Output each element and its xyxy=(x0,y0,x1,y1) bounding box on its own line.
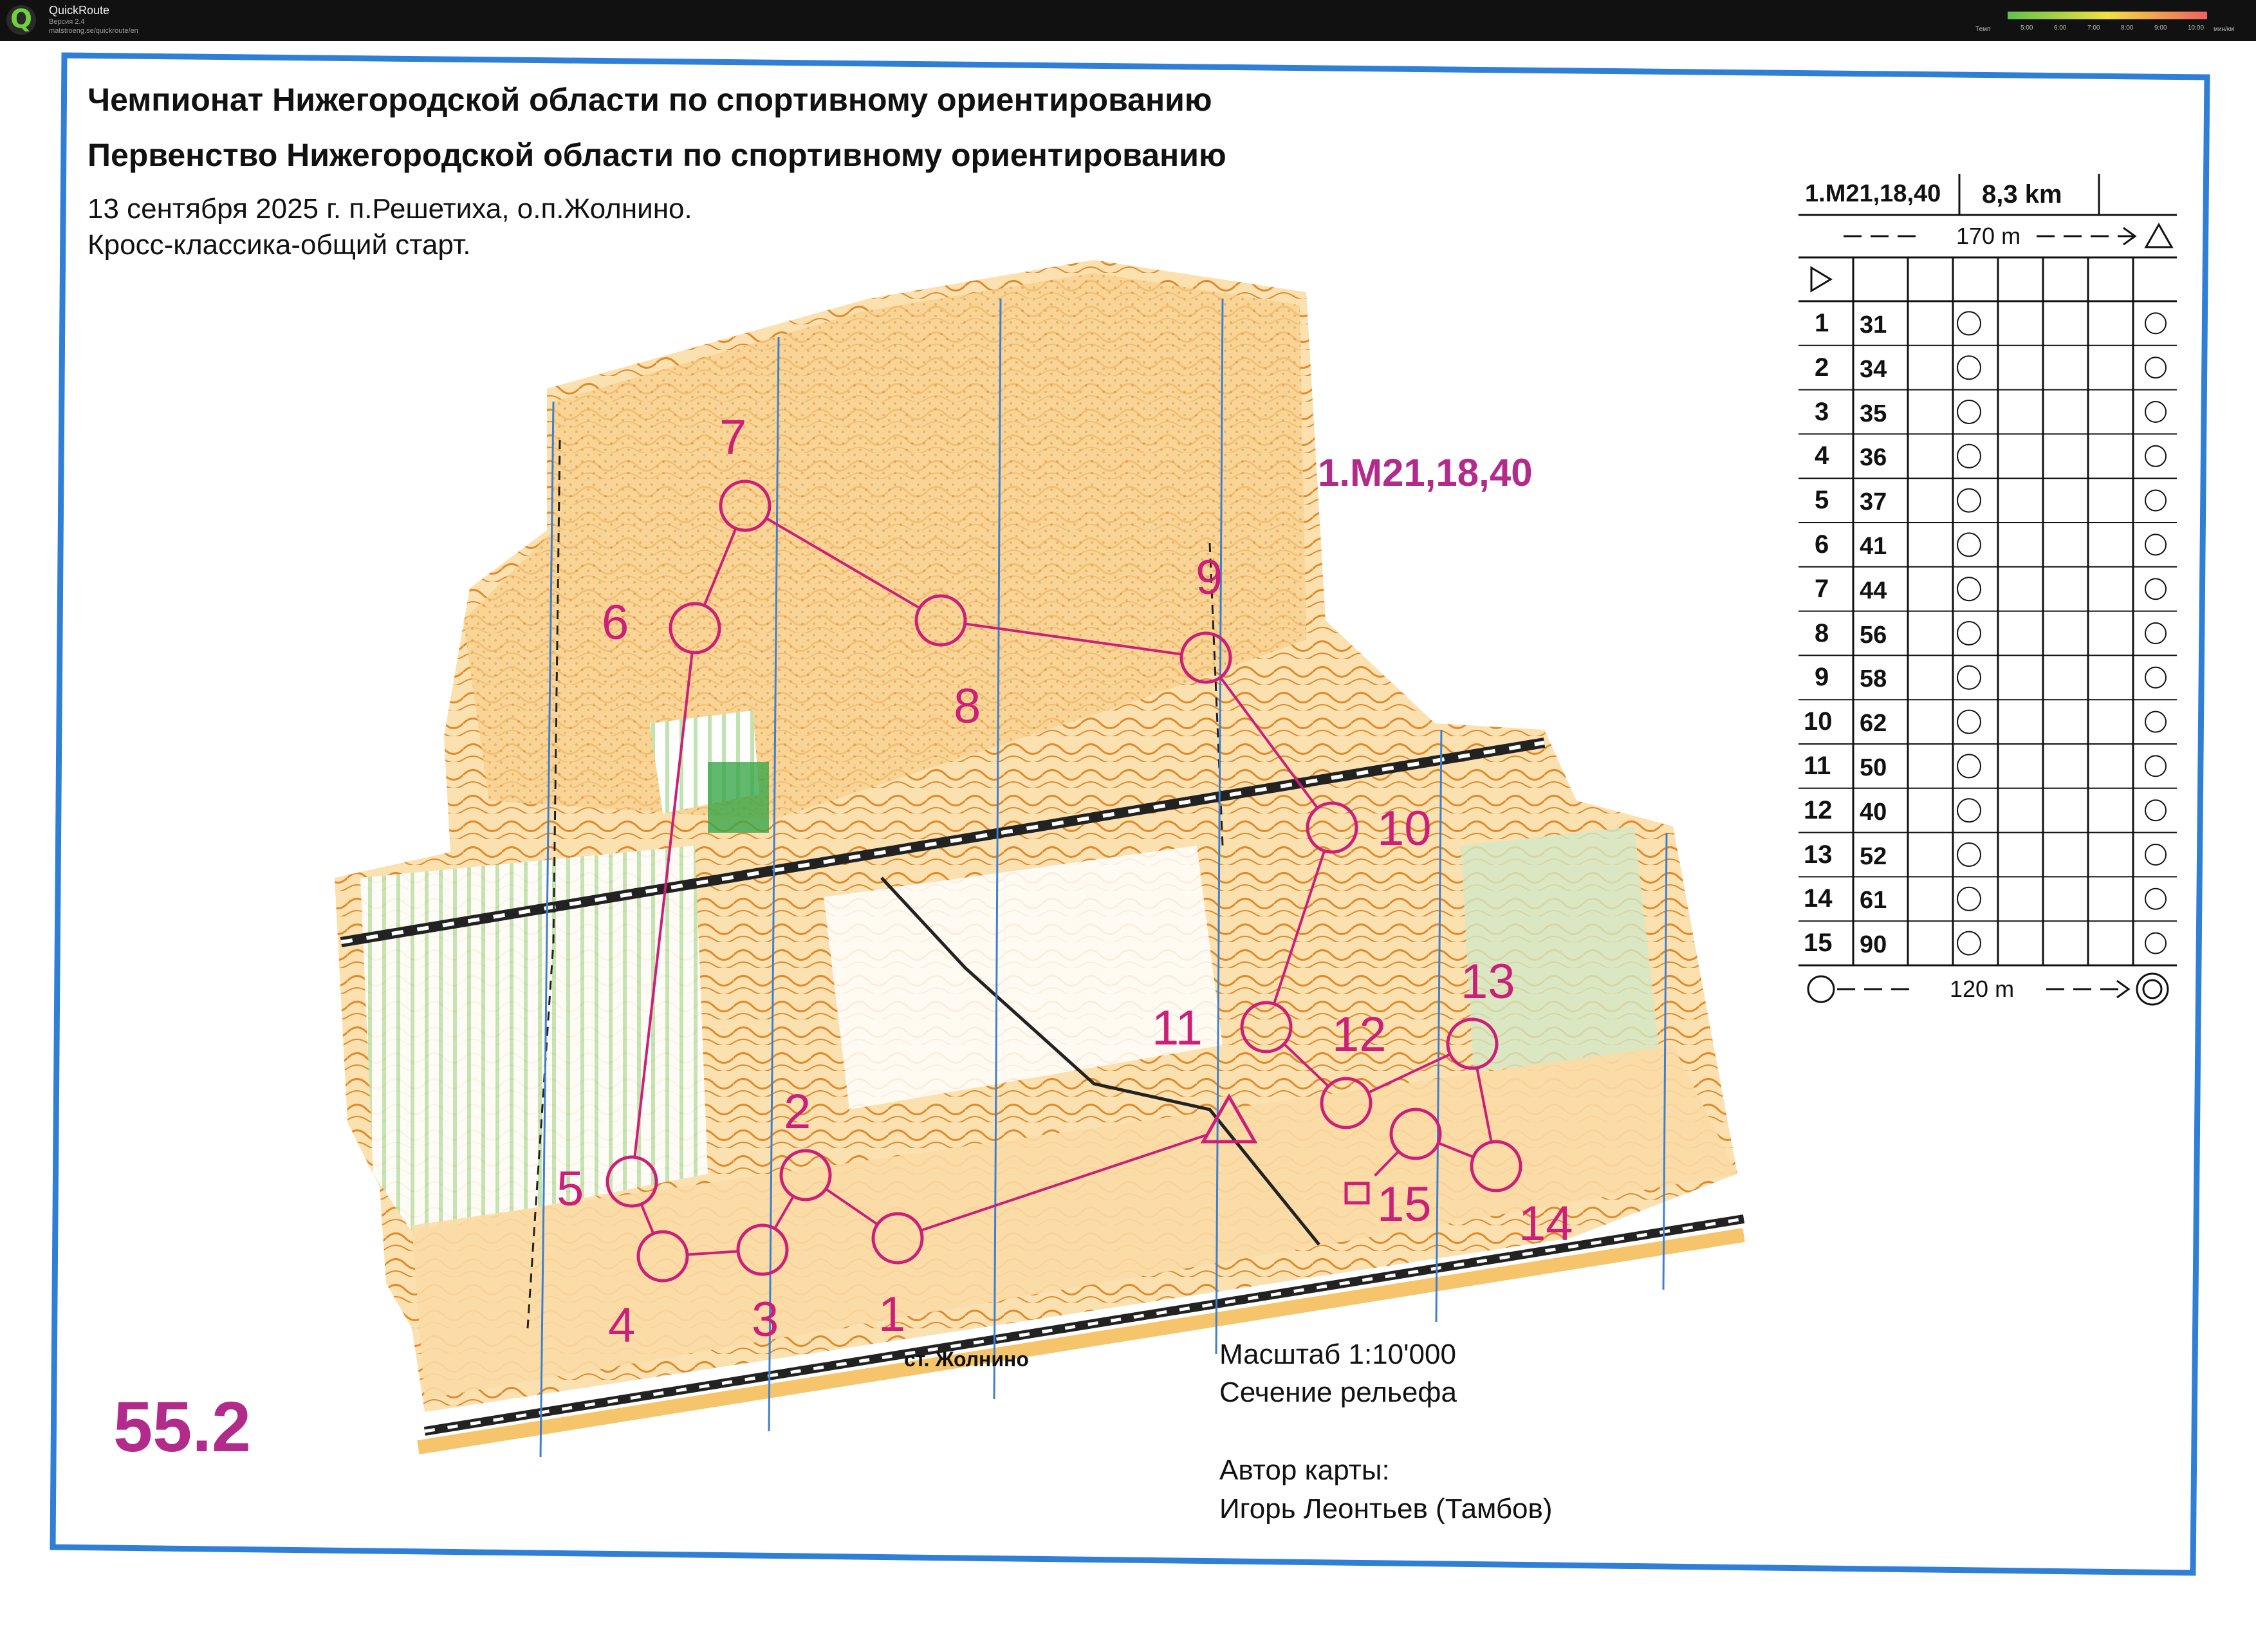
desc-feature-symbol xyxy=(1957,356,1981,379)
control-number-5: 5 xyxy=(557,1162,584,1216)
control-number-3: 3 xyxy=(752,1292,779,1347)
desc-control-number: 13 xyxy=(1804,840,1833,869)
desc-feature-symbol xyxy=(1957,533,1981,556)
app-url: matstroeng.se/quickroute/en xyxy=(49,27,138,35)
pace-tick-label: 7:00 xyxy=(2087,24,2100,32)
desc-control-number: 10 xyxy=(1804,707,1833,736)
control-number-1: 1 xyxy=(878,1287,906,1342)
control-number-9: 9 xyxy=(1196,550,1223,605)
desc-location-symbol xyxy=(2145,313,2166,333)
desc-control-code: 52 xyxy=(1860,842,1887,870)
desc-feature-symbol xyxy=(1957,843,1981,866)
desc-course-name: 1.M21,18,40 xyxy=(1805,180,1941,207)
desc-control-number: 4 xyxy=(1815,441,1829,470)
map-code: 55.2 xyxy=(113,1387,252,1467)
pace-tick-label: 9:00 xyxy=(2154,24,2167,32)
desc-feature-symbol xyxy=(1957,489,1981,512)
pace-color-legend xyxy=(2008,9,2207,32)
desc-control-number: 8 xyxy=(1815,618,1829,647)
desc-feature-symbol xyxy=(1957,577,1981,600)
desc-control-code: 44 xyxy=(1860,577,1887,604)
desc-control-number: 1 xyxy=(1815,309,1829,337)
desc-location-symbol xyxy=(2145,357,2166,378)
desc-feature-symbol xyxy=(1957,710,1981,734)
control-number-13: 13 xyxy=(1461,954,1515,1009)
description-grid xyxy=(1798,174,2177,965)
desc-location-symbol xyxy=(2145,756,2166,776)
control-number-10: 10 xyxy=(1377,801,1432,856)
control-number-2: 2 xyxy=(784,1084,811,1139)
app-name: QuickRoute xyxy=(49,4,110,17)
app-version: Версия 2.4 xyxy=(49,18,85,26)
desc-control-number: 9 xyxy=(1815,663,1829,692)
map-event-type: Кросс-классика-общий старт. xyxy=(88,229,471,261)
author-label: Автор карты: xyxy=(1219,1454,1390,1486)
desc-location-symbol xyxy=(2145,446,2166,467)
contour-interval-label: Сечение рельефа xyxy=(1219,1377,1457,1408)
desc-feature-symbol xyxy=(1957,400,1981,423)
desc-control-number: 3 xyxy=(1815,397,1829,426)
desc-control-code: 61 xyxy=(1860,887,1887,914)
desc-control-number: 14 xyxy=(1804,884,1833,913)
author-name: Игорь Леонтьев (Тамбов) xyxy=(1219,1493,1553,1525)
desc-control-code: 90 xyxy=(1860,931,1887,959)
desc-control-code: 35 xyxy=(1860,400,1887,427)
desc-control-number: 12 xyxy=(1804,795,1833,824)
map-date-place: 13 сентября 2025 г. п.Решетиха, о.п.Жолнино. xyxy=(88,193,692,225)
pace-unit: мин/км xyxy=(2214,26,2235,33)
desc-control-code: 34 xyxy=(1860,355,1887,383)
desc-control-code: 56 xyxy=(1860,621,1887,649)
desc-control-number: 7 xyxy=(1815,574,1829,603)
desc-feature-symbol xyxy=(1957,666,1981,689)
desc-control-number: 2 xyxy=(1815,353,1829,382)
pace-tick-label: 8:00 xyxy=(2121,24,2134,32)
control-number-15: 15 xyxy=(1377,1177,1432,1232)
desc-control-code: 41 xyxy=(1860,533,1887,560)
control-number-11: 11 xyxy=(1152,1001,1203,1055)
desc-location-symbol xyxy=(2145,712,2166,732)
desc-finish-distance: 120 m xyxy=(1950,976,2015,1002)
scale-label: Масштаб 1:10'000 xyxy=(1219,1339,1456,1370)
control-number-14: 14 xyxy=(1519,1196,1573,1251)
desc-feature-symbol xyxy=(1957,754,1981,777)
desc-location-symbol xyxy=(2145,623,2166,644)
pace-legend-label: Темп xyxy=(1975,26,1991,33)
control-number-8: 8 xyxy=(954,679,981,734)
desc-course-length: 8,3 km xyxy=(1982,180,2062,209)
desc-location-symbol xyxy=(2145,844,2166,865)
map-title-line1: Чемпионат Нижегородской области по спортивному ориентированию xyxy=(88,82,1212,118)
desc-feature-symbol xyxy=(1957,887,1981,911)
desc-feature-symbol xyxy=(1957,311,1981,335)
control-number-6: 6 xyxy=(602,595,629,650)
desc-control-code: 40 xyxy=(1860,798,1887,826)
desc-control-number: 11 xyxy=(1804,752,1831,780)
pace-tick-label: 6:00 xyxy=(2054,24,2067,32)
course-name-label: 1.M21,18,40 xyxy=(1318,451,1533,494)
map-canvas[interactable] xyxy=(0,41,2256,1652)
desc-feature-symbol xyxy=(1957,932,1981,955)
control-number-7: 7 xyxy=(719,410,747,465)
desc-location-symbol xyxy=(2145,800,2166,821)
desc-location-symbol xyxy=(2145,933,2166,954)
desc-feature-symbol xyxy=(1957,799,1981,822)
app-titlebar xyxy=(0,0,2256,41)
desc-location-symbol xyxy=(2145,667,2166,688)
desc-control-code: 62 xyxy=(1860,710,1887,738)
orienteering-map xyxy=(0,41,2256,1652)
desc-control-code: 37 xyxy=(1860,488,1887,516)
desc-location-symbol xyxy=(2145,579,2166,599)
desc-feature-symbol xyxy=(1957,445,1981,468)
green-east xyxy=(1461,826,1660,1071)
desc-location-symbol xyxy=(2145,490,2166,511)
desc-start-distance: 170 m xyxy=(1956,223,2021,249)
dark-green-patch xyxy=(708,762,769,833)
control-number-12: 12 xyxy=(1332,1007,1387,1062)
desc-location-symbol xyxy=(2145,402,2166,422)
desc-location-symbol xyxy=(2145,889,2166,909)
control-number-4: 4 xyxy=(608,1298,636,1353)
quickroute-logo-icon: Q xyxy=(6,5,36,35)
station-label: ст. Жолнино xyxy=(904,1348,1029,1371)
desc-control-code: 58 xyxy=(1860,665,1887,693)
desc-control-number: 5 xyxy=(1815,486,1829,515)
desc-control-number: 15 xyxy=(1804,929,1833,958)
desc-control-code: 31 xyxy=(1860,311,1887,339)
desc-control-number: 6 xyxy=(1815,530,1829,559)
map-title-line2: Первенство Нижегородской области по спортивному ориентированию xyxy=(88,137,1226,173)
desc-control-code: 36 xyxy=(1860,444,1887,472)
pace-tick-label: 5:00 xyxy=(2020,24,2033,32)
pace-tick-label: 10:00 xyxy=(2188,24,2205,32)
desc-location-symbol xyxy=(2145,534,2166,555)
desc-control-code: 50 xyxy=(1860,754,1887,781)
desc-feature-symbol xyxy=(1957,622,1981,645)
